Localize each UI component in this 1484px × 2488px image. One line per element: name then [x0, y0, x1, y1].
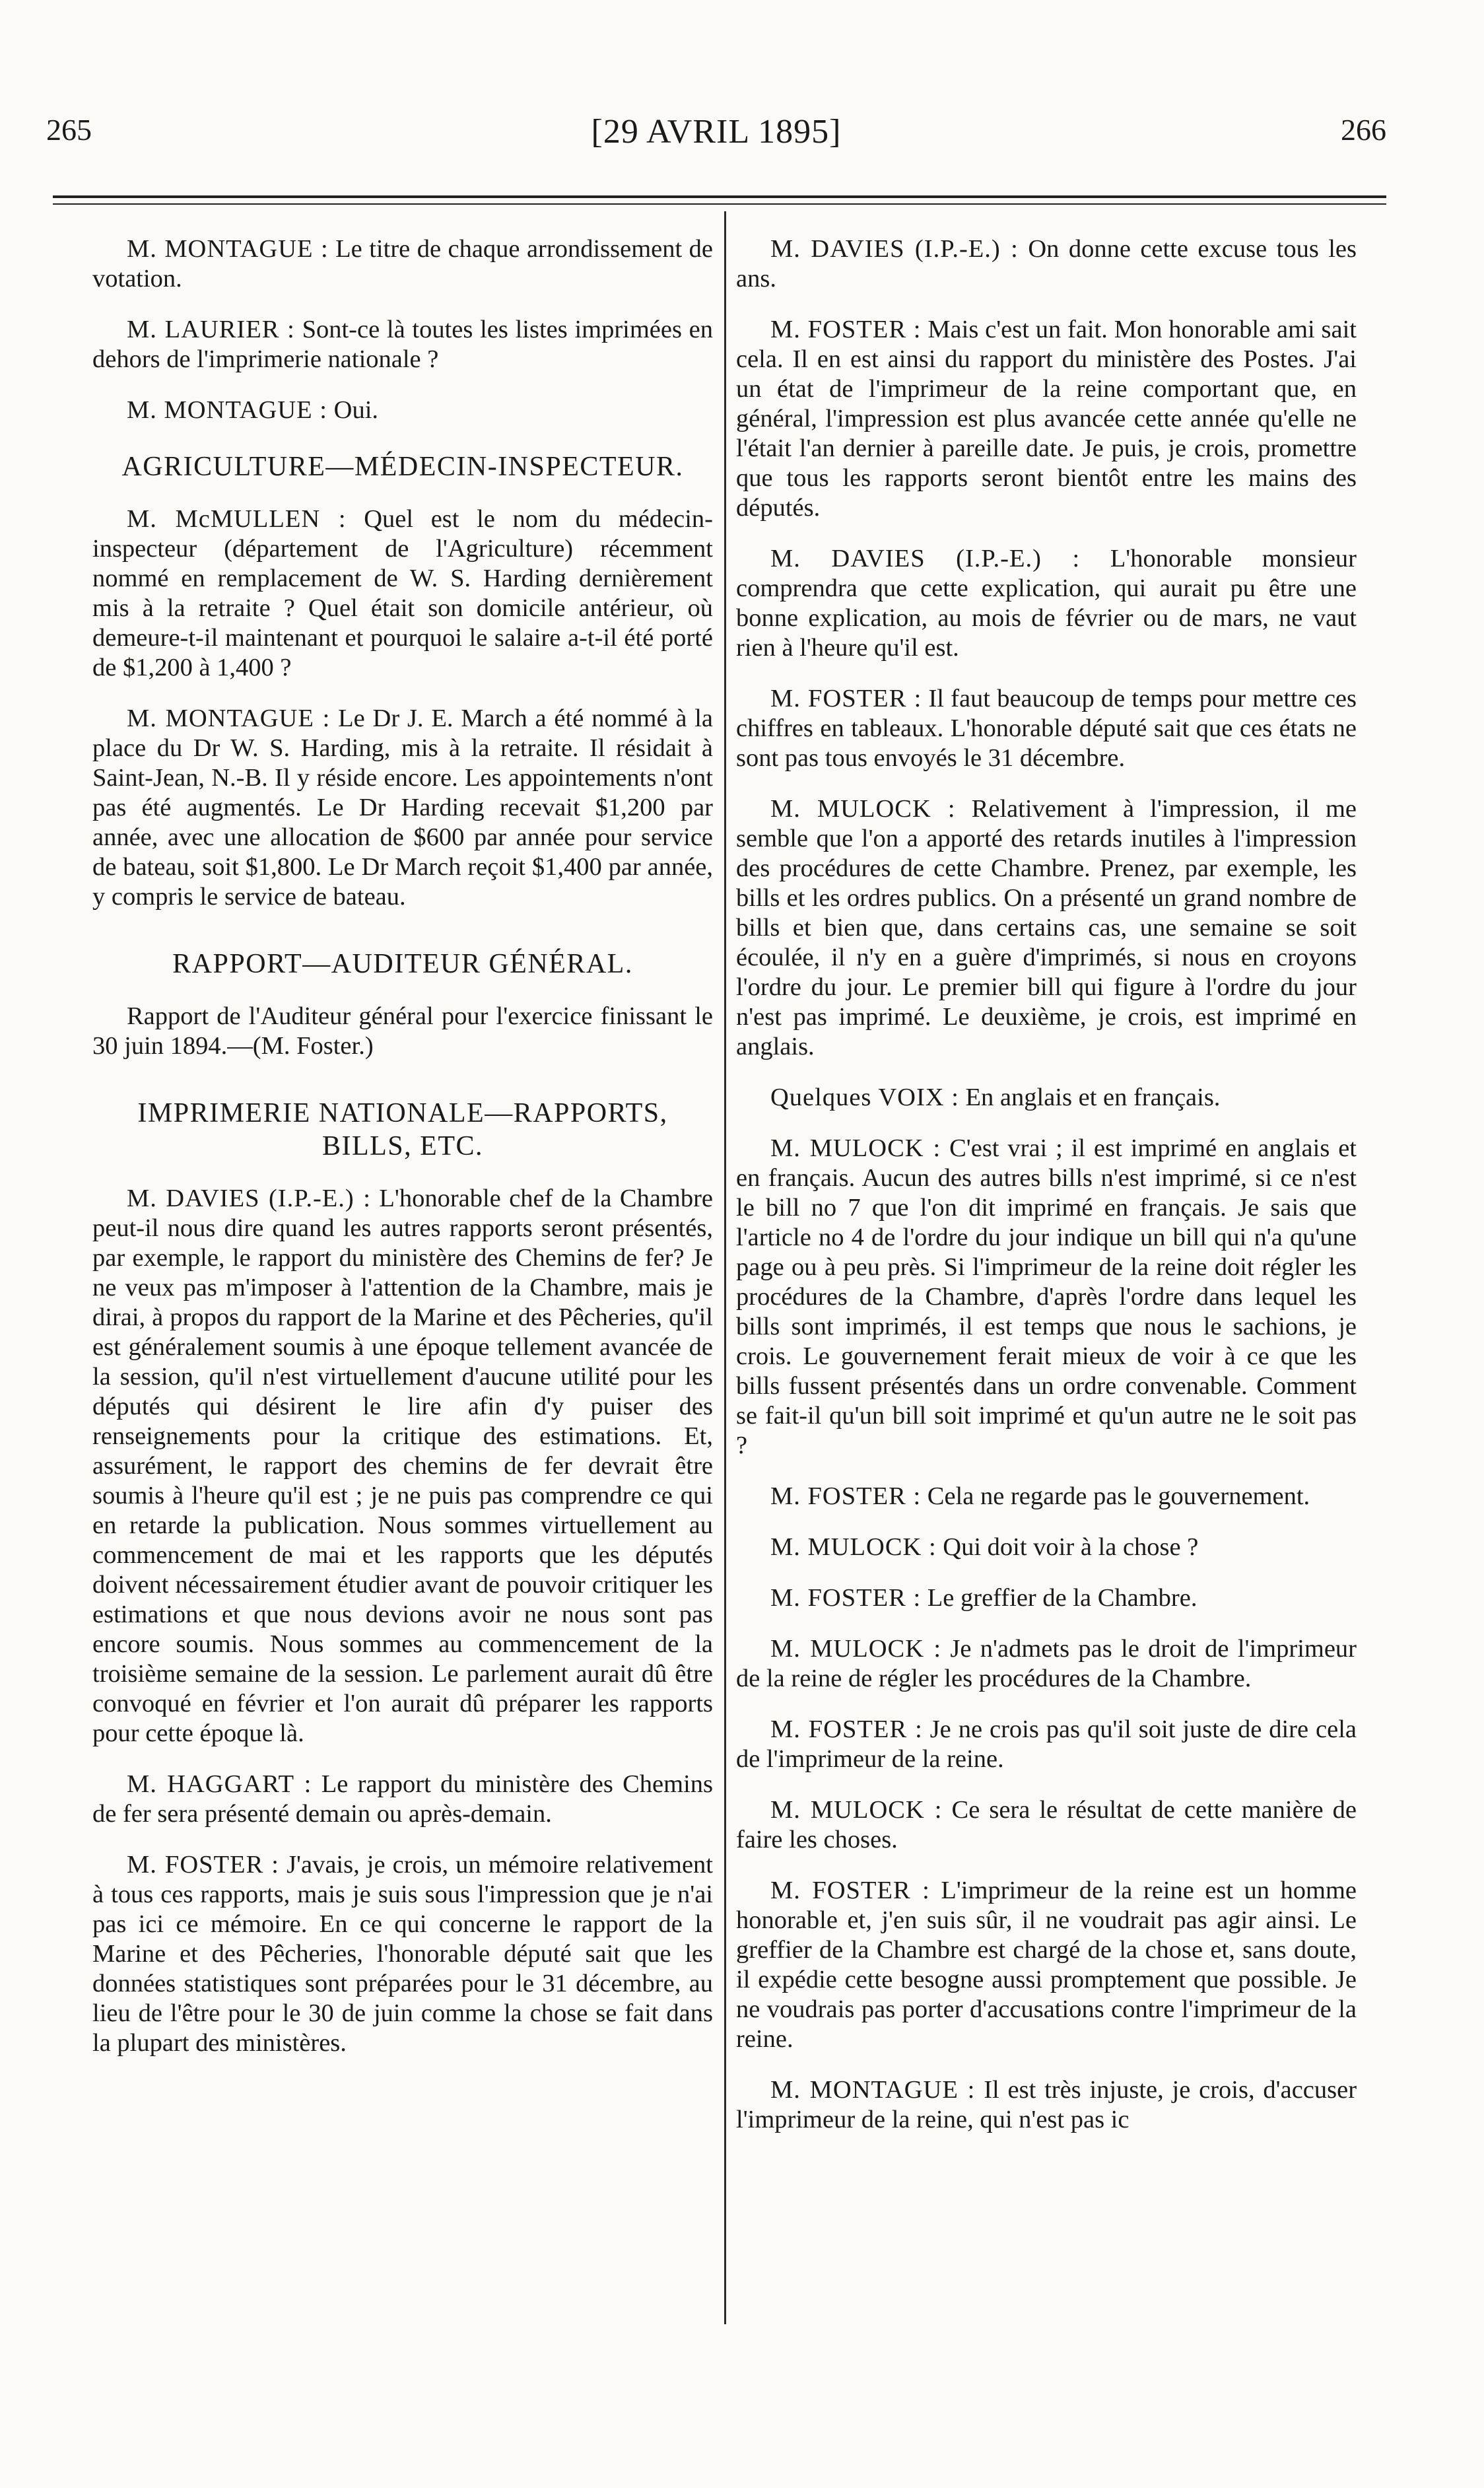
speaker-name: M. MULOCK : [770, 1796, 943, 1824]
right-page-number: 266 [1341, 113, 1386, 147]
paragraph-text: Mais c'est un fait. Mon honorable ami sait cela. Il en est ainsi du rapport du ministère des Postes. J'ai un état de l'imprimeur de la reine comportant que, en général, l'impression est plus avancée cette année qu'elle ne l'était l'an dernier à pareille date. Je puis, je crois, promettre que tous les rapports seront bientôt entre les mains des députés. [736, 316, 1357, 522]
speaker-name: M. MONTAGUE : [127, 396, 328, 424]
page-header [46, 112, 1386, 172]
paragraph-text: L'imprimeur de la reine est un homme honorable et, j'en suis sûr, il ne voudrait pas agir ainsi. Le greffier de la Chambre est chargé de la chose et, sans doute, il expédie cette besogne aussi promptement que possible. Je ne voudrais pas porter d'accusations contre l'imprimeur de la reine. [736, 1877, 1357, 2053]
paragraph [92, 1770, 713, 1829]
paragraph [92, 396, 713, 425]
speaker-name: Quelques VOIX : [770, 1084, 959, 1111]
speaker-name: M. LAURIER : [127, 316, 295, 343]
paragraph-text: L'honorable monsieur comprendra que cette explication, qui aurait pu être une bonne explication, au mois de février ou de mars, ne vaut rien à l'heure qu'il est. [736, 545, 1357, 662]
speaker-name: M. DAVIES (I.P.-E.) : [770, 545, 1081, 572]
paragraph [92, 1850, 713, 2058]
paragraph-text: Sont-ce là toutes les listes imprimées en dehors de l'imprimerie nationale ? [92, 316, 714, 373]
paragraph-text: Rapport de l'Auditeur général pour l'exercice finissant le 30 juin 1894.—(M. Foster.) [92, 1002, 713, 1060]
paragraph [736, 684, 1357, 773]
paragraph-text: Qui doit voir à la chose ? [943, 1533, 1199, 1561]
section-heading: AGRICULTURE—MÉDECIN-INSPECTEUR. [121, 452, 684, 482]
paragraph [736, 1533, 1357, 1562]
paragraph-text: Le greffier de la Chambre. [927, 1584, 1197, 1612]
header-rule-thin [53, 203, 1386, 205]
speaker-name: M. DAVIES (I.P.-E.) : [770, 235, 1019, 263]
paragraph [736, 1083, 1357, 1113]
speaker-name: M. MULOCK : [770, 1635, 942, 1663]
speaker-name: M. MULOCK : [770, 1134, 941, 1162]
paragraph-text: L'honorable chef de la Chambre peut-il nous dire quand les autres rapports seront présentés, par exemple, le rapport du ministère des Chemins de fer? Je ne veux pas m'imposer à l'attention de la Chambre, mais je dirai, à propos du rapport de la Marine et des Pêcheries, qu'il est généralement soumis à une époque tellement avancée de la session, qu'il n'est virtuellement d'aucune utilité pour les députés qui désirent le lire afin d'y puiser des renseignements pour la critique des estimations. Et, assurément, le rapport des chemins de fer devrait être soumis à l'heure qu'il est ; je ne puis pas comprendre ce qui en retarde la publication. Nous sommes virtuellement au commencement de mai et les rapports que les députés doivent nécessairement étudier avant de pouvoir critiquer les estimations et que nous devions avoir ne nous sont pas encore soumis. Nous sommes au commencement de la troisième semaine de la session. Le parlement aurait dû être convoqué en février et l'on aurait dû préparer les rapports pour cette époque là. [92, 1185, 714, 1747]
paragraph [736, 1482, 1357, 1511]
paragraph [736, 1715, 1357, 1774]
paragraph-text: Il est très injuste, je crois, d'accuser l'imprimeur de la reine, qui n'est pas ic [736, 2076, 1357, 2133]
speaker-name: M. DAVIES (I.P.-E.) : [127, 1185, 371, 1212]
column-divider [724, 211, 726, 2324]
speaker-name: M. FOSTER : [770, 1715, 923, 1743]
speaker-name: M. FOSTER : [770, 1584, 922, 1612]
paragraph-text: Il faut beaucoup de temps pour mettre ces chiffres en tableaux. L'honorable député sait que ces états ne sont pas tous envoyés le 31 décembre. [736, 685, 1357, 772]
speaker-name: M. MULOCK : [770, 1533, 937, 1561]
paragraph-text: Je n'admets pas le droit de l'imprimeur de la reine de régler les procédures de la Chambre. [736, 1635, 1357, 1692]
paragraph [736, 1583, 1357, 1613]
speaker-name: M. FOSTER : [770, 1482, 922, 1510]
paragraph-text: J'avais, je crois, un mémoire relativement à tous ces rapports, mais je suis sous l'impression que je n'ai pas ici ce mémoire. En ce qui concerne le rapport de la Marine et des Pêcheries, l'honorable député sait que les données statistiques sont préparées pour le 31 décembre, au lieu de l'être pour le 30 de juin comme la chose se fait dans la plupart des ministères. [92, 1851, 714, 2057]
speaker-name: M. McMULLEN : [127, 505, 347, 533]
left-column [92, 234, 713, 2079]
paragraph-text: On donne cette excuse tous les ans. [736, 235, 1357, 293]
paragraph [92, 1184, 713, 1748]
paragraph [92, 1002, 713, 1061]
speaker-name: M. FOSTER : [770, 316, 922, 343]
paragraph [736, 544, 1357, 663]
section-heading: IMPRIMERIE NATIONALE—RAPPORTS, BILLS, ETC. [137, 1098, 668, 1161]
paragraph [736, 1634, 1357, 1694]
left-page-number: 265 [46, 113, 92, 147]
paragraph [92, 504, 713, 683]
paragraph [736, 1134, 1357, 1461]
speaker-name: M. FOSTER : [127, 1851, 280, 1879]
page-date: [29 AVRIL 1895] [591, 113, 842, 151]
section-heading: RAPPORT—AUDITEUR GÉNÉRAL. [172, 949, 633, 979]
speaker-name: M. FOSTER : [770, 685, 922, 712]
paragraph [736, 315, 1357, 523]
paragraph [736, 2075, 1357, 2135]
paragraph-text: En anglais et en français. [965, 1084, 1221, 1111]
speaker-name: M. MONTAGUE : [127, 235, 329, 263]
paragraph-text: Quel est le nom du médecin-inspecteur (département de l'Agriculture) récemment nommé en remplacement de W. S. Harding dernièrement mis à la retraite ? Quel était son domicile antérieur, où demeure-t-il maintenant et pourquoi le salaire a-t-il été porté de $1,200 à 1,400 ? [92, 505, 713, 681]
paragraph-text: Oui. [333, 396, 379, 424]
paragraph [92, 234, 713, 294]
paragraph [736, 794, 1357, 1062]
paragraph [736, 234, 1357, 294]
speaker-name: M. FOSTER : [770, 1877, 930, 1904]
paragraph-text: C'est vrai ; il est imprimé en anglais et en français. Aucun des autres bills n'est imprimé, si ce n'est le bill no 7 que l'on dit imprimé en français. Je sais que l'article no 4 de l'ordre du jour indique un bill qui n'a qu'une page ou à peu près. Si l'imprimeur de la reine doit régler les procédures de la Chambre, d'après l'ordre dans lequel les bills sont imprimés, il est temps que nous le sachions, je crois. Le gouvernement ferait mieux de voir à ce que les bills fussent présentés dans un ordre convenable. Comment se fait-il qu'un bill soit imprimé et qu'un autre ne le soit pas ? [736, 1134, 1357, 1459]
paragraph-text: Cela ne regarde pas le gouvernement. [927, 1482, 1310, 1510]
paragraph-text: Le Dr J. E. March a été nommé à la place du Dr W. S. Harding, mis à la retraite. Il résidait à Saint-Jean, N.-B. Il y réside encore. Les appointements n'ont pas été augmentés. Le Dr Harding recevait $1,200 par année, avec une allocation de $600 par année pour service de bateau, soit $1,800. Le Dr March reçoit $1,400 par année, y compris le service de bateau. [92, 705, 714, 911]
paragraph-text: Ce sera le résultat de cette manière de faire les choses. [736, 1796, 1357, 1853]
paragraph-text: Le rapport du ministère des Chemins de fer sera présenté demain ou après-demain. [92, 1770, 714, 1828]
speaker-name: M. MULOCK : [770, 795, 956, 823]
right-column [736, 234, 1357, 2156]
speaker-name: M. HAGGART : [127, 1770, 312, 1798]
speaker-name: M. MONTAGUE : [770, 2076, 976, 2104]
speaker-name: M. MONTAGUE : [127, 705, 331, 732]
paragraph [736, 1795, 1357, 1855]
paragraph-text: Le titre de chaque arrondissement de votation. [92, 235, 713, 293]
paragraph [736, 1876, 1357, 2054]
header-rule [53, 195, 1386, 198]
paragraph-text: Je ne crois pas qu'il soit juste de dire cela de l'imprimeur de la reine. [736, 1715, 1357, 1773]
paragraph [92, 315, 713, 374]
paragraph-text: Relativement à l'impression, il me semble que l'on a apporté des retards inutiles à l'impression des procédures de cette Chambre. Prenez, par exemple, les bills et les ordres publics. On a présenté un grand nombre de bills et bien que, dans certains cas, une semaine se soit écoulée, il n'y en a guère d'imprimés, si nous en croyons l'ordre du jour. Le premier bill qui figure à l'ordre du jour n'est pas imprimé. Le deuxième, je crois, est imprimé en anglais. [736, 795, 1357, 1060]
paragraph [92, 704, 713, 912]
